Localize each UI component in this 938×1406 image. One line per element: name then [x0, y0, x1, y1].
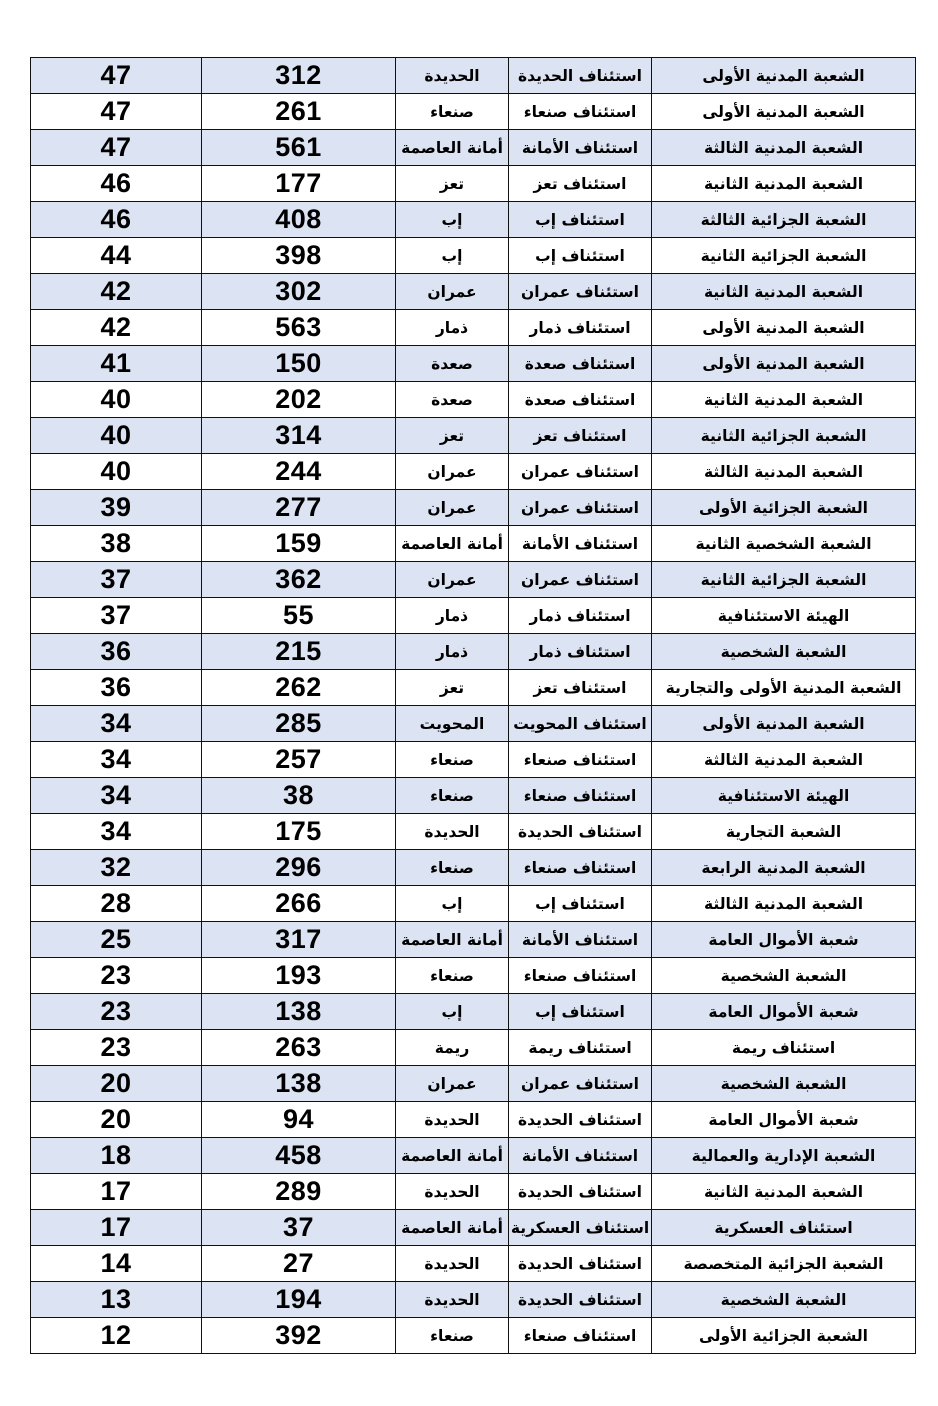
count-b-cell: 42 — [31, 310, 202, 346]
table-row — [31, 382, 916, 418]
governorate-cell: ذمار — [396, 310, 509, 346]
count-a-cell: 38 — [202, 778, 396, 814]
table-row — [31, 634, 916, 670]
court-cell: استئناف صعدة — [509, 382, 652, 418]
governorate-cell: الحديدة — [396, 814, 509, 850]
count-a-cell: 398 — [202, 238, 396, 274]
court-cell: استئناف ذمار — [509, 634, 652, 670]
court-cell: استئناف الأمانة — [509, 130, 652, 166]
count-b-cell: 34 — [31, 742, 202, 778]
count-a-cell: 561 — [202, 130, 396, 166]
division-cell: الشعبة المدنية الثالثة — [652, 130, 916, 166]
count-b-cell: 17 — [31, 1210, 202, 1246]
court-cell: استئناف الأمانة — [509, 526, 652, 562]
count-b-cell: 23 — [31, 958, 202, 994]
governorate-cell: تعز — [396, 166, 509, 202]
court-cell: استئناف إب — [509, 994, 652, 1030]
count-a-cell: 94 — [202, 1102, 396, 1138]
table-row — [31, 94, 916, 130]
governorate-cell: أمانة العاصمة — [396, 1210, 509, 1246]
division-cell: الشعبة المدنية الرابعة — [652, 850, 916, 886]
count-a-cell: 244 — [202, 454, 396, 490]
table-row — [31, 1318, 916, 1354]
court-cell: استئناف الحديدة — [509, 1174, 652, 1210]
division-cell: الهيئة الاستئنافية — [652, 598, 916, 634]
table-row — [31, 1210, 916, 1246]
governorate-cell: صعدة — [396, 382, 509, 418]
count-b-cell: 40 — [31, 454, 202, 490]
governorate-cell: تعز — [396, 418, 509, 454]
count-b-cell: 37 — [31, 598, 202, 634]
court-statistics-table — [30, 57, 916, 1354]
count-a-cell: 138 — [202, 1066, 396, 1102]
division-cell: الشعبة المدنية الثالثة — [652, 742, 916, 778]
count-b-cell: 37 — [31, 562, 202, 598]
division-cell: الشعبة الشخصية — [652, 958, 916, 994]
count-b-cell: 47 — [31, 94, 202, 130]
court-cell: استئناف صنعاء — [509, 1318, 652, 1354]
count-a-cell: 262 — [202, 670, 396, 706]
governorate-cell: إب — [396, 202, 509, 238]
court-cell: استئناف العسكرية — [509, 1210, 652, 1246]
governorate-cell: عمران — [396, 1066, 509, 1102]
count-a-cell: 277 — [202, 490, 396, 526]
table-row — [31, 58, 916, 94]
count-b-cell: 23 — [31, 994, 202, 1030]
count-b-cell: 25 — [31, 922, 202, 958]
court-cell: استئناف صنعاء — [509, 958, 652, 994]
division-cell: الشعبة المدنية الأولى — [652, 58, 916, 94]
division-cell: الشعبة الشخصية — [652, 1066, 916, 1102]
governorate-cell: ذمار — [396, 634, 509, 670]
governorate-cell: ذمار — [396, 598, 509, 634]
count-a-cell: 37 — [202, 1210, 396, 1246]
count-a-cell: 175 — [202, 814, 396, 850]
count-a-cell: 362 — [202, 562, 396, 598]
division-cell: الشعبة الجزائية الثالثة — [652, 202, 916, 238]
table-row — [31, 814, 916, 850]
count-b-cell: 18 — [31, 1138, 202, 1174]
count-b-cell: 34 — [31, 778, 202, 814]
table-body — [31, 58, 916, 1354]
count-a-cell: 177 — [202, 166, 396, 202]
court-cell: استئناف عمران — [509, 454, 652, 490]
governorate-cell: صنعاء — [396, 850, 509, 886]
table-row — [31, 562, 916, 598]
division-cell: الشعبة الجزائية الأولى — [652, 1318, 916, 1354]
count-a-cell: 27 — [202, 1246, 396, 1282]
court-cell: استئناف عمران — [509, 1066, 652, 1102]
governorate-cell: صنعاء — [396, 742, 509, 778]
governorate-cell: إب — [396, 238, 509, 274]
table-row — [31, 994, 916, 1030]
division-cell: الشعبة الجزائية المتخصصة — [652, 1246, 916, 1282]
count-b-cell: 13 — [31, 1282, 202, 1318]
count-b-cell: 38 — [31, 526, 202, 562]
governorate-cell: تعز — [396, 670, 509, 706]
table-row — [31, 850, 916, 886]
division-cell: الهيئة الاستئنافية — [652, 778, 916, 814]
count-a-cell: 408 — [202, 202, 396, 238]
table-row — [31, 166, 916, 202]
governorate-cell: الحديدة — [396, 58, 509, 94]
count-b-cell: 42 — [31, 274, 202, 310]
court-cell: استئناف صعدة — [509, 346, 652, 382]
table-row — [31, 778, 916, 814]
table-row — [31, 1102, 916, 1138]
count-b-cell: 20 — [31, 1066, 202, 1102]
count-a-cell: 317 — [202, 922, 396, 958]
governorate-cell: عمران — [396, 454, 509, 490]
court-cell: استئناف إب — [509, 202, 652, 238]
table-row — [31, 346, 916, 382]
court-cell: استئناف صنعاء — [509, 850, 652, 886]
governorate-cell: الحديدة — [396, 1282, 509, 1318]
count-b-cell: 32 — [31, 850, 202, 886]
count-a-cell: 202 — [202, 382, 396, 418]
division-cell: الشعبة الجزائية الثانية — [652, 238, 916, 274]
division-cell: الشعبة الشخصية — [652, 1282, 916, 1318]
count-b-cell: 47 — [31, 130, 202, 166]
governorate-cell: صنعاء — [396, 958, 509, 994]
table-row — [31, 742, 916, 778]
table-row — [31, 274, 916, 310]
table-row — [31, 490, 916, 526]
count-a-cell: 312 — [202, 58, 396, 94]
court-cell: استئناف صنعاء — [509, 94, 652, 130]
governorate-cell: صنعاء — [396, 94, 509, 130]
table-row — [31, 454, 916, 490]
count-b-cell: 20 — [31, 1102, 202, 1138]
count-a-cell: 257 — [202, 742, 396, 778]
court-cell: استئناف إب — [509, 238, 652, 274]
court-cell: استئناف صنعاء — [509, 778, 652, 814]
governorate-cell: صنعاء — [396, 778, 509, 814]
table-row — [31, 1138, 916, 1174]
governorate-cell: إب — [396, 886, 509, 922]
court-cell: استئناف الحديدة — [509, 1282, 652, 1318]
governorate-cell: أمانة العاصمة — [396, 130, 509, 166]
count-a-cell: 55 — [202, 598, 396, 634]
governorate-cell: صنعاء — [396, 1318, 509, 1354]
court-cell: استئناف عمران — [509, 490, 652, 526]
division-cell: الشعبة الجزائية الثانية — [652, 418, 916, 454]
division-cell: شعبة الأموال العامة — [652, 922, 916, 958]
count-b-cell: 23 — [31, 1030, 202, 1066]
count-a-cell: 261 — [202, 94, 396, 130]
court-cell: استئناف إب — [509, 886, 652, 922]
court-cell: استئناف الأمانة — [509, 1138, 652, 1174]
count-a-cell: 563 — [202, 310, 396, 346]
court-cell: استئناف ريمة — [509, 1030, 652, 1066]
count-b-cell: 40 — [31, 418, 202, 454]
count-b-cell: 34 — [31, 814, 202, 850]
court-cell: استئناف الحديدة — [509, 1246, 652, 1282]
governorate-cell: ريمة — [396, 1030, 509, 1066]
table-row — [31, 202, 916, 238]
governorate-cell: أمانة العاصمة — [396, 526, 509, 562]
table-row — [31, 130, 916, 166]
table-row — [31, 310, 916, 346]
count-a-cell: 263 — [202, 1030, 396, 1066]
table-row — [31, 1174, 916, 1210]
count-b-cell: 46 — [31, 202, 202, 238]
division-cell: الشعبة المدنية الأولى — [652, 346, 916, 382]
division-cell: شعبة الأموال العامة — [652, 994, 916, 1030]
court-cell: استئناف تعز — [509, 670, 652, 706]
division-cell: الشعبة المدنية الأولى والتجارية — [652, 670, 916, 706]
count-b-cell: 41 — [31, 346, 202, 382]
table-row — [31, 1246, 916, 1282]
court-cell: استئناف تعز — [509, 166, 652, 202]
count-a-cell: 194 — [202, 1282, 396, 1318]
division-cell: الشعبة الشخصية — [652, 634, 916, 670]
count-b-cell: 47 — [31, 58, 202, 94]
court-cell: استئناف صنعاء — [509, 742, 652, 778]
governorate-cell: المحويت — [396, 706, 509, 742]
table-row — [31, 598, 916, 634]
division-cell: الشعبة المدنية الثانية — [652, 274, 916, 310]
court-cell: استئناف عمران — [509, 274, 652, 310]
table-row — [31, 922, 916, 958]
governorate-cell: الحديدة — [396, 1246, 509, 1282]
court-cell: استئناف عمران — [509, 562, 652, 598]
table-row — [31, 958, 916, 994]
court-cell: استئناف المحويت — [509, 706, 652, 742]
governorate-cell: عمران — [396, 562, 509, 598]
table-row — [31, 526, 916, 562]
count-b-cell: 28 — [31, 886, 202, 922]
division-cell: الشعبة التجارية — [652, 814, 916, 850]
table-row — [31, 670, 916, 706]
governorate-cell: عمران — [396, 490, 509, 526]
governorate-cell: الحديدة — [396, 1102, 509, 1138]
governorate-cell: عمران — [396, 274, 509, 310]
table-row — [31, 1030, 916, 1066]
count-a-cell: 296 — [202, 850, 396, 886]
court-cell: استئناف ذمار — [509, 310, 652, 346]
court-cell: استئناف ذمار — [509, 598, 652, 634]
division-cell: استئناف العسكرية — [652, 1210, 916, 1246]
division-cell: الشعبة المدنية الثانية — [652, 166, 916, 202]
division-cell: شعبة الأموال العامة — [652, 1102, 916, 1138]
count-b-cell: 36 — [31, 670, 202, 706]
table-row — [31, 1282, 916, 1318]
count-a-cell: 193 — [202, 958, 396, 994]
governorate-cell: صعدة — [396, 346, 509, 382]
governorate-cell: أمانة العاصمة — [396, 1138, 509, 1174]
table-row — [31, 706, 916, 742]
division-cell: الشعبة المدنية الثالثة — [652, 886, 916, 922]
division-cell: الشعبة الجزائية الثانية — [652, 562, 916, 598]
count-a-cell: 266 — [202, 886, 396, 922]
count-b-cell: 14 — [31, 1246, 202, 1282]
count-b-cell: 36 — [31, 634, 202, 670]
division-cell: الشعبة المدنية الثانية — [652, 382, 916, 418]
count-b-cell: 44 — [31, 238, 202, 274]
governorate-cell: إب — [396, 994, 509, 1030]
count-a-cell: 392 — [202, 1318, 396, 1354]
division-cell: الشعبة المدنية الأولى — [652, 706, 916, 742]
table-row — [31, 418, 916, 454]
table-row — [31, 238, 916, 274]
count-a-cell: 138 — [202, 994, 396, 1030]
table-row — [31, 1066, 916, 1102]
count-b-cell: 46 — [31, 166, 202, 202]
court-cell: استئناف تعز — [509, 418, 652, 454]
court-cell: استئناف الحديدة — [509, 814, 652, 850]
count-a-cell: 302 — [202, 274, 396, 310]
governorate-cell: أمانة العاصمة — [396, 922, 509, 958]
division-cell: الشعبة المدنية الثالثة — [652, 454, 916, 490]
count-b-cell: 40 — [31, 382, 202, 418]
court-cell: استئناف الأمانة — [509, 922, 652, 958]
count-a-cell: 150 — [202, 346, 396, 382]
division-cell: الشعبة المدنية الأولى — [652, 310, 916, 346]
count-b-cell: 17 — [31, 1174, 202, 1210]
count-a-cell: 285 — [202, 706, 396, 742]
count-b-cell: 34 — [31, 706, 202, 742]
court-cell: استئناف الحديدة — [509, 1102, 652, 1138]
division-cell: الشعبة المدنية الأولى — [652, 94, 916, 130]
division-cell: استئناف ريمة — [652, 1030, 916, 1066]
count-a-cell: 289 — [202, 1174, 396, 1210]
count-b-cell: 12 — [31, 1318, 202, 1354]
division-cell: الشعبة الجزائية الأولى — [652, 490, 916, 526]
count-b-cell: 39 — [31, 490, 202, 526]
count-a-cell: 159 — [202, 526, 396, 562]
count-a-cell: 314 — [202, 418, 396, 454]
count-a-cell: 215 — [202, 634, 396, 670]
division-cell: الشعبة الشخصية الثانية — [652, 526, 916, 562]
division-cell: الشعبة الإدارية والعمالية — [652, 1138, 916, 1174]
court-cell: استئناف الحديدة — [509, 58, 652, 94]
table-row — [31, 886, 916, 922]
division-cell: الشعبة المدنية الثانية — [652, 1174, 916, 1210]
count-a-cell: 458 — [202, 1138, 396, 1174]
governorate-cell: الحديدة — [396, 1174, 509, 1210]
